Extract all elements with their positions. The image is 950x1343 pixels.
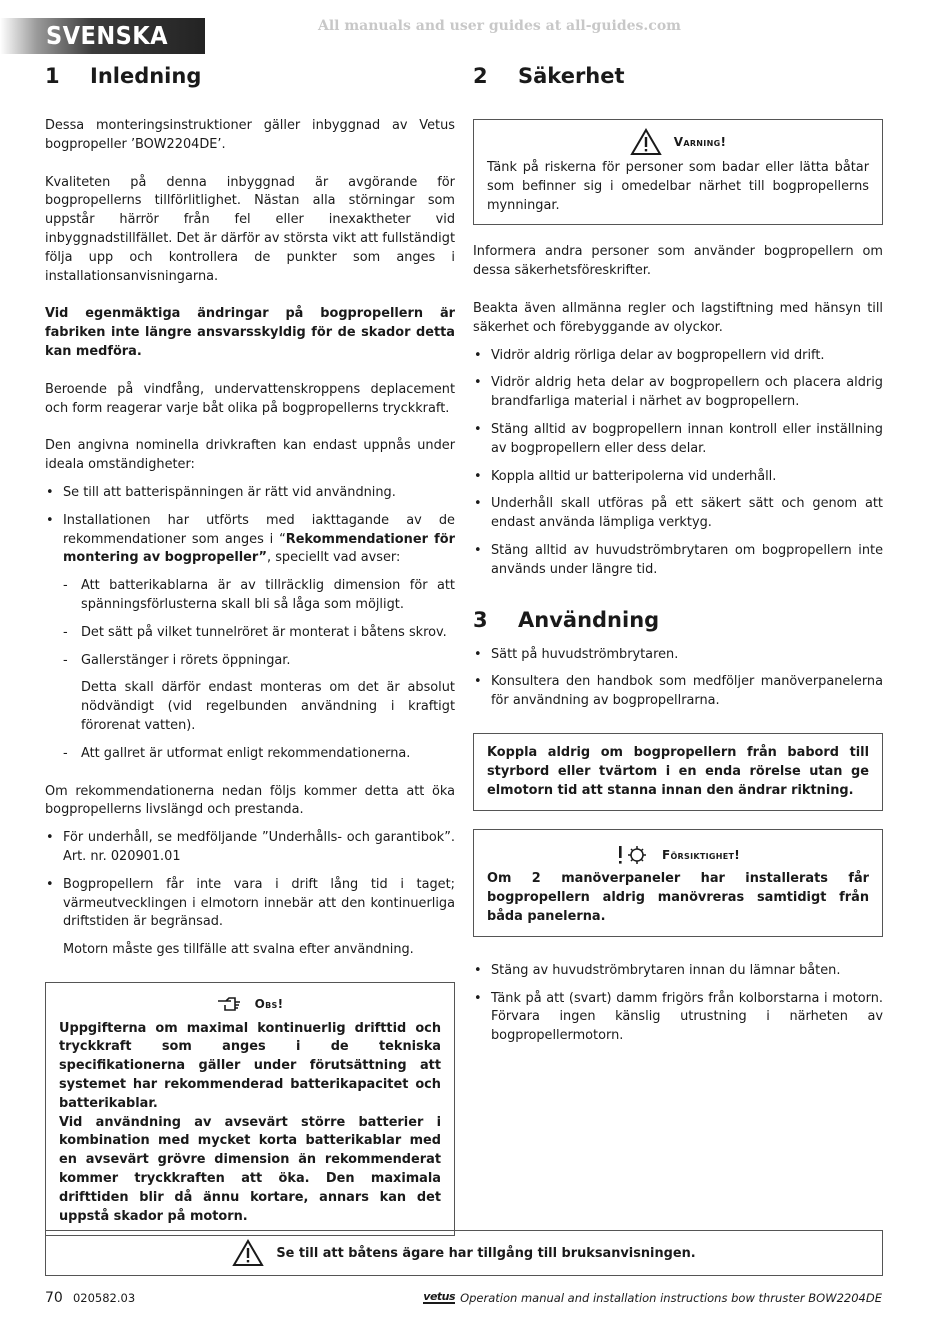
pointing-hand-icon [217,996,243,1012]
right-column [473,60,883,1046]
caution-title: Försiktighet! [661,847,741,862]
regulations-paragraph: Beakta även allmänna regler och lagstiftning med hänsyn till säkerhet och förebyggande av olyckor. [473,300,883,335]
section-number: 3 [473,607,488,632]
list-item: • Stäng av huvudströmbrytaren innan du lämnar båten. [473,962,883,981]
list-item: • För underhåll, se medföljande ”Underhålls- och garantibok”. Art. nr. 020901.01 [45,829,455,867]
document-code: 020582.03 [72,1291,136,1305]
list-item: - Gallerstänger i rörets öppningar. [45,652,455,671]
direction-warning-box [473,733,883,811]
list-item: • Vidrör aldrig rörliga delar av bogpropellern vid drift. [473,347,883,366]
list-item: • Koppla alltid ur batteripolerna vid underhåll. [473,468,883,487]
brand-logo: vetus [423,1290,456,1303]
language-label: SVENSKA [46,21,169,50]
note-text: Uppgifterna om maximal kontinuerlig drifttid och tryckkraft som anges i de tekniska specifikationerna gäller under förutsättning att systemet har rekommenderad batterikapacitet och batterikablar. [59,1020,441,1111]
inform-paragraph: Informera andra personer som använder bogpropellern om dessa säkerhetsföreskrifter. [473,244,883,279]
list-item: • Tänk på att (svart) damm frigörs från kolborstarna i motorn. Förvara ingen känslig utrustning i närheten av bogpropellermotorn. [473,990,883,1046]
section-heading-2 [473,60,883,92]
list-item: • Bogpropellern får inte vara i drift lång tid i taget; värmeutvecklingen i elmotorn innebär att den kontinuerliga driftstiden är begränsad. [45,876,455,932]
warning-triangle-icon [232,1239,264,1267]
conditions-paragraph: Den angivna nominella drivkraften kan endast uppnås under ideala omständigheter: [45,438,455,473]
recommendations-paragraph: Om rekommendationerna nedan följs kommer detta att öka bogpropellerns livslängd och prestanda. [45,783,455,818]
list-item: • Stäng alltid av bogpropellern innan kontroll eller inställning av bogpropellern eller dess delar. [473,421,883,459]
reaction-paragraph: Beroende på vindfång, undervattenskroppens deplacement och form reagerar varje båt olika på bogpropellerns tryckkraft. [45,381,455,416]
final-list [473,962,883,1046]
list-item: • Konsultera den handbok som medföljer manöverpanelerna för användning av bogpropellrarna. [473,673,883,711]
usage-list [473,646,883,711]
footer-left [45,1290,135,1306]
page-number: 70 [45,1290,63,1306]
warning-triangle-icon [630,128,662,156]
warning-title-row [487,128,869,156]
section-number: 1 [45,64,60,88]
list-item: Detta skall därför endast monteras om det är absolut nödvändigt (vid regelbunden användning i kraftigt förorenat vatten). [81,680,455,733]
section-title: Användning [518,607,660,632]
note-title: Obs! [254,996,284,1011]
list-item: - Att gallret är utformat enligt rekommendationerna. [45,745,455,764]
warning-text: Tänk på riskerna för personer som badar eller lätta båtar som befinner sig i omedelbar närhet till bogpropellerns mynningar. [487,160,869,213]
list-item: • Installationen har utförts med iakttagande av de rekommendationer som anges i “Rekommendationer för montering av bogpropeller”, speciellt vad avser: [45,512,455,568]
quality-paragraph: Kvaliteten på denna inbyggnad är avgörande för bogpropellerns tillförlitlighet. Nästan alla störningar som uppstår härrör från fel eller inexaktheter vid inbyggnadstillfället. Det är därför av största vikt att fullständigt följa upp och kontrollera de punkter som anges i installationsanvisningarna. [45,174,455,284]
liability-paragraph: Vid egenmäktiga ändringar på bogpropellern är fabriken inte längre ansvarsskyldig för de skador detta kan medföra. [45,306,455,359]
left-column [45,60,455,1236]
caution-text: Om 2 manöverpaneler har installerats får bogpropellern aldrig manövreras samtidigt från båda panelerna. [487,871,869,924]
note-box [45,982,455,1237]
manual-title: Operation manual and installation instructions bow thruster BOW2204DE [460,1291,882,1305]
warning-title: Varning! [673,134,727,149]
list-item: • Vidrör aldrig heta delar av bogpropellern och placera aldrig brandfarliga material i närhet av bogpropellern. [473,374,883,412]
warning-box [473,119,883,225]
list-item: • Se till att batterispänningen är rätt vid användning. [45,484,455,503]
footer-right [423,1291,882,1305]
intro-paragraph: Dessa monteringsinstruktioner gäller inbyggnad av Vetus bogpropeller ’BOW2204DE’. [45,118,455,152]
note-text: Vid användning av avsevärt större batterier i kombination med mycket korta batterikablar med en avsevärt grövre dimension än rekommenderat kommer tryckkraften att öka. Den maximala drifttiden blir då ännu kortare, annars kan det uppstå skador på motorn. [59,1114,441,1224]
owner-notice-box [45,1230,883,1276]
list-item: • Sätt på huvudströmbrytaren. [473,646,883,665]
caution-gear-icon [616,843,650,867]
list-item: Motorn måste ges tillfälle att svalna efter användning. [63,942,414,958]
direction-warning-text: Koppla aldrig om bogpropellern från babord till styrbord eller tvärtom i en enda rörelse utan ge elmotorn tid att stanna innan den ändrar riktning. [487,744,869,798]
section-title: Säkerhet [518,64,625,88]
caution-title-row [487,843,869,867]
list-item: - Att batterikablarna är av tillräcklig dimension för att spänningsförlusterna skall bli så låga som möjligt. [45,577,455,615]
section-title: Inledning [90,64,202,88]
caution-box [473,829,883,936]
owner-notice-text: Se till att båtens ägare har tillgång till bruksanvisningen. [276,1245,696,1261]
section-heading-3 [473,604,883,636]
list-item: • Stäng alltid av huvudströmbrytaren om bogpropellern inte används under längre tid. [473,542,883,580]
section-heading-1 [45,60,455,92]
language-tab [0,18,205,54]
list-item: - Det sätt på vilket tunnelröret är monterat i båtens skrov. [45,624,455,643]
list-item: • Underhåll skall utföras på ett säkert sätt och genom att endast använda lämpliga verktyg. [473,495,883,533]
watermark: All manuals and user guides at all-guides.com [318,18,681,34]
section-number: 2 [473,64,488,88]
conditions-list [45,484,455,764]
safety-list [473,347,883,580]
maintenance-list [45,829,455,960]
note-title-row [59,995,441,1014]
